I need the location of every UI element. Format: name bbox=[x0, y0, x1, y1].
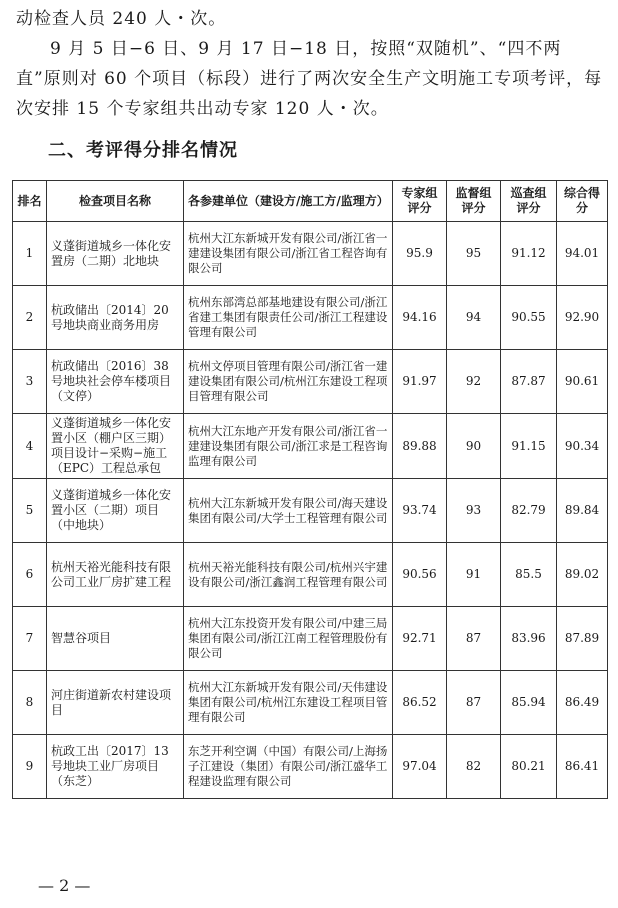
cell-total-score: 87.89 bbox=[557, 607, 608, 671]
cell-supervise-score: 91 bbox=[447, 543, 501, 607]
cell-expert-score: 95.9 bbox=[393, 222, 447, 286]
cell-participating-units: 东芝开利空调（中国）有限公司/上海扬子江建设（集团）有限公司/浙江盛华工程建设监理有限公司 bbox=[184, 735, 393, 799]
cell-rank: 7 bbox=[13, 607, 47, 671]
table-row bbox=[13, 286, 608, 350]
cell-rank: 9 bbox=[13, 735, 47, 799]
cell-project-name: 义蓬街道城乡一体化安置小区（二期）项目（中地块） bbox=[47, 479, 184, 543]
header-expert-score: 专家组评分 bbox=[393, 181, 447, 222]
table-row bbox=[13, 414, 608, 479]
section-heading: 二、考评得分排名情况 bbox=[48, 140, 238, 161]
cell-inspect-score: 82.79 bbox=[501, 479, 557, 543]
ranking-table bbox=[12, 180, 608, 799]
cell-supervise-score: 93 bbox=[447, 479, 501, 543]
header-supervise-score: 监督组评分 bbox=[447, 181, 501, 222]
table-row bbox=[13, 607, 608, 671]
cell-supervise-score: 94 bbox=[447, 286, 501, 350]
cell-total-score: 89.84 bbox=[557, 479, 608, 543]
cell-participating-units: 杭州文停项目管理有限公司/浙江省一建建设集团有限公司/杭州江东建设工程项目管理有限公司 bbox=[184, 350, 393, 414]
cell-total-score: 90.61 bbox=[557, 350, 608, 414]
cell-total-score: 89.02 bbox=[557, 543, 608, 607]
cell-inspect-score: 85.94 bbox=[501, 671, 557, 735]
paragraph-intro-end: 动检查人员 240 人・次。 bbox=[16, 9, 227, 29]
cell-expert-score: 86.52 bbox=[393, 671, 447, 735]
table-row bbox=[13, 350, 608, 414]
table-header-row bbox=[13, 181, 608, 222]
cell-participating-units: 杭州大江东新城开发有限公司/浙江省一建建设集团有限公司/浙江省工程咨询有限公司 bbox=[184, 222, 393, 286]
cell-inspect-score: 80.21 bbox=[501, 735, 557, 799]
cell-participating-units: 杭州大江东新城开发有限公司/天伟建设集团有限公司/杭州江东建设工程项目管理有限公司 bbox=[184, 671, 393, 735]
table-row bbox=[13, 479, 608, 543]
page-number: — 2 — bbox=[38, 876, 91, 895]
cell-project-name: 义蓬街道城乡一体化安置小区（棚户区三期）项目设计−采购−施工（EPC）工程总承包 bbox=[47, 414, 184, 479]
cell-total-score: 86.49 bbox=[557, 671, 608, 735]
cell-participating-units: 杭州大江东新城开发有限公司/海天建设集团有限公司/大学士工程管理有限公司 bbox=[184, 479, 393, 543]
cell-project-name: 杭政储出〔2014〕20号地块商业商务用房 bbox=[47, 286, 184, 350]
cell-participating-units: 杭州东部湾总部基地建设有限公司/浙江省建工集团有限责任公司/浙江工程建设管理有限公司 bbox=[184, 286, 393, 350]
cell-supervise-score: 90 bbox=[447, 414, 501, 479]
header-inspect-score: 巡查组评分 bbox=[501, 181, 557, 222]
cell-expert-score: 89.88 bbox=[393, 414, 447, 479]
cell-inspect-score: 87.87 bbox=[501, 350, 557, 414]
cell-supervise-score: 87 bbox=[447, 607, 501, 671]
cell-project-name: 杭州天裕光能科技有限公司工业厂房扩建工程 bbox=[47, 543, 184, 607]
cell-inspect-score: 91.15 bbox=[501, 414, 557, 479]
cell-supervise-score: 92 bbox=[447, 350, 501, 414]
cell-rank: 5 bbox=[13, 479, 47, 543]
cell-participating-units: 杭州天裕光能科技有限公司/杭州兴宇建设有限公司/浙江鑫润工程管理有限公司 bbox=[184, 543, 393, 607]
cell-expert-score: 92.71 bbox=[393, 607, 447, 671]
cell-rank: 3 bbox=[13, 350, 47, 414]
cell-inspect-score: 85.5 bbox=[501, 543, 557, 607]
table-row bbox=[13, 222, 608, 286]
header-total-score: 综合得分 bbox=[557, 181, 608, 222]
cell-participating-units: 杭州大江东投资开发有限公司/中建三局集团有限公司/浙江江南工程管理股份有限公司 bbox=[184, 607, 393, 671]
cell-rank: 1 bbox=[13, 222, 47, 286]
cell-rank: 6 bbox=[13, 543, 47, 607]
cell-project-name: 智慧谷项目 bbox=[47, 607, 184, 671]
header-rank: 排名 bbox=[13, 181, 47, 222]
cell-expert-score: 97.04 bbox=[393, 735, 447, 799]
cell-inspect-score: 83.96 bbox=[501, 607, 557, 671]
cell-expert-score: 93.74 bbox=[393, 479, 447, 543]
header-project: 检查项目名称 bbox=[47, 181, 184, 222]
cell-supervise-score: 82 bbox=[447, 735, 501, 799]
cell-supervise-score: 95 bbox=[447, 222, 501, 286]
cell-expert-score: 94.16 bbox=[393, 286, 447, 350]
table-row bbox=[13, 671, 608, 735]
table-row bbox=[13, 735, 608, 799]
table-row bbox=[13, 543, 608, 607]
cell-rank: 2 bbox=[13, 286, 47, 350]
cell-supervise-score: 87 bbox=[447, 671, 501, 735]
cell-project-name: 杭政储出〔2016〕38号地块社会停车楼项目（文停） bbox=[47, 350, 184, 414]
header-units: 各参建单位（建设方/施工方/监理方） bbox=[184, 181, 393, 222]
cell-participating-units: 杭州大江东地产开发有限公司/浙江省一建建设集团有限公司/浙江求是工程咨询监理有限公司 bbox=[184, 414, 393, 479]
cell-project-name: 杭政工出〔2017〕13号地块工业厂房项目（东芝） bbox=[47, 735, 184, 799]
cell-project-name: 义蓬街道城乡一体化安置房（二期）北地块 bbox=[47, 222, 184, 286]
cell-project-name: 河庄街道新农村建设项目 bbox=[47, 671, 184, 735]
cell-inspect-score: 91.12 bbox=[501, 222, 557, 286]
cell-total-score: 92.90 bbox=[557, 286, 608, 350]
paragraph-evaluation-summary: 9 月 5 日−6 日、9 月 17 日−18 日，按照“双随机”、“四不两直”原则对 60 个项目（标段）进行了两次安全生产文明施工专项考评，每次安排 15 个专家组共出动专家 120 人・次。 bbox=[16, 39, 603, 119]
cell-rank: 8 bbox=[13, 671, 47, 735]
cell-total-score: 90.34 bbox=[557, 414, 608, 479]
cell-expert-score: 91.97 bbox=[393, 350, 447, 414]
cell-expert-score: 90.56 bbox=[393, 543, 447, 607]
cell-total-score: 86.41 bbox=[557, 735, 608, 799]
cell-rank: 4 bbox=[13, 414, 47, 479]
cell-total-score: 94.01 bbox=[557, 222, 608, 286]
cell-inspect-score: 90.55 bbox=[501, 286, 557, 350]
